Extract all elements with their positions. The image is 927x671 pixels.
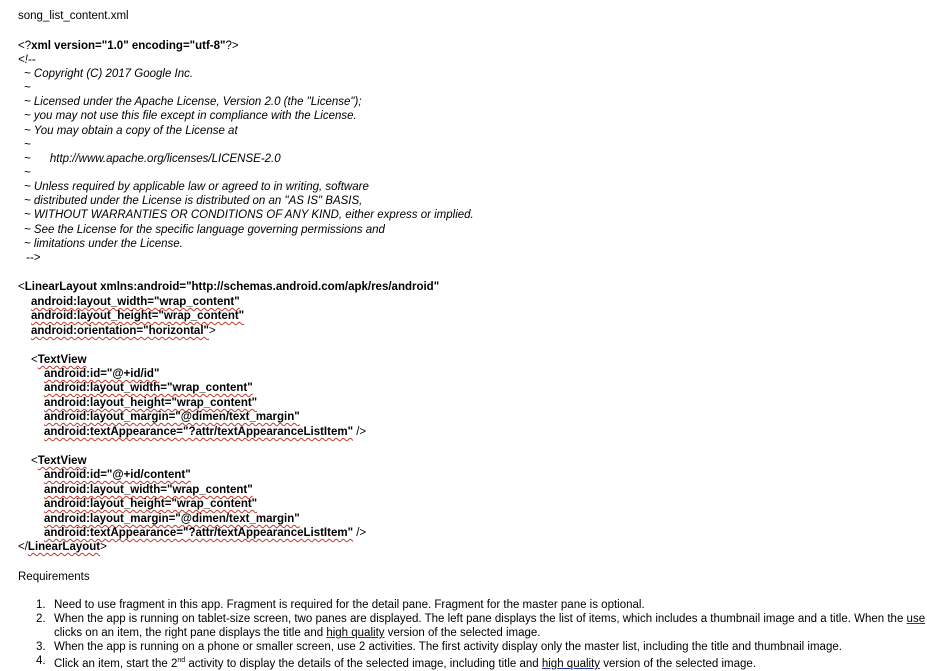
text-part: version of the selected image. — [384, 627, 541, 639]
item-text: Need to use fragment in this app. Fragment is required for the detail pane. Fragment for the master pane is optional. — [54, 599, 645, 611]
textview-2-height: android:layout_height="wrap_content" — [44, 498, 258, 510]
appearance-attr: android:textAppearance="?attr/textAppearanceListItem" — [44, 426, 354, 438]
comment-line: ~ You may obtain a copy of the License at — [24, 125, 238, 137]
grammar-flag: high quality — [326, 627, 385, 639]
comment-line: ~ Licensed under the Apache License, Version 2.0 (the "License"); — [24, 96, 362, 108]
bracket: < — [31, 354, 38, 366]
comment-line: ~ See the License for the specific language governing permissions and — [24, 224, 385, 236]
linear-close-tag: LinearLayout — [27, 541, 101, 553]
textview-1-appearance — [44, 425, 366, 439]
textview-1-open — [31, 353, 87, 367]
list-item — [0, 612, 927, 640]
list-item — [0, 654, 927, 668]
textview-1-margin: android:layout_margin="@dimen/text_margin" — [44, 411, 300, 423]
comment-line: ~ — [24, 139, 31, 151]
item-text: When the app is running on a phone or smaller screen, use 2 activities. The first activity display only the master list, including the title and thumbnail image. — [54, 641, 842, 653]
comment-line: ~ — [24, 82, 31, 94]
comment-line: ~ you may not use this file except in compliance with the License. — [24, 110, 357, 122]
comment-line: ~ WITHOUT WARRANTIES OR CONDITIONS OF ANY KIND, either express or implied. — [24, 209, 474, 221]
text-part: When the app is running on tablet-size screen, two panes are displayed. The left pane displays the list of items, which includes a thumbnail image and a title. When the — [54, 613, 907, 625]
xml-declaration — [18, 39, 239, 53]
comment-line-url: ~ http://www.apache.org/licenses/LICENSE-2.0 — [24, 153, 281, 165]
orientation-attr: android:orientation="horizontal" — [31, 325, 209, 337]
requirements-heading: Requirements — [18, 571, 90, 583]
item-text-continued — [54, 626, 541, 640]
textview-1-height: android:layout_height="wrap_content" — [44, 397, 258, 409]
text-part: version of the selected image. — [600, 657, 757, 670]
textview-2-margin: android:layout_margin="@dimen/text_margin" — [44, 513, 300, 525]
text-part: clicks on an item, the right pane displays the title and — [54, 627, 327, 639]
file-name: song_list_content.xml — [18, 10, 129, 22]
textview-2-width: android:layout_width="wrap_content" — [44, 484, 253, 496]
item-text — [54, 612, 925, 626]
tag-close: > — [100, 541, 107, 553]
list-item — [0, 598, 927, 612]
bracket: < — [31, 455, 38, 467]
item-number: 1. — [36, 599, 46, 611]
linear-attr-width: android:layout_width="wrap_content" — [31, 296, 240, 308]
textview-2-open — [31, 454, 87, 468]
tag-close: > — [208, 325, 216, 337]
bracket: < — [18, 281, 25, 293]
item-text — [54, 654, 756, 671]
comment-line: ~ Unless required by applicable law or agreed to in writing, software — [24, 181, 369, 193]
xml-decl-close: ?> — [225, 40, 239, 52]
linear-attr-orientation — [31, 324, 216, 338]
item-number: 3. — [36, 641, 46, 653]
textview-tag: TextView — [37, 455, 87, 467]
textview-1-id: android:id="@+id/id" — [44, 368, 160, 380]
linear-layout-open — [18, 280, 439, 294]
linear-attr-height: android:layout_height="wrap_content" — [31, 310, 245, 322]
textview-2-appearance — [44, 526, 366, 540]
appearance-attr: android:textAppearance="?attr/textAppearanceListItem" — [44, 527, 354, 539]
item-number: 2. — [36, 613, 46, 625]
comment-open: <!-- — [18, 54, 36, 66]
comment-line: ~ distributed under the License is distributed on an "AS IS" BASIS, — [24, 195, 363, 207]
linear-layout-close — [18, 540, 107, 554]
textview-2-id: android:id="@+id/content" — [44, 469, 191, 481]
textview-tag: TextView — [37, 354, 87, 366]
comment-close: --> — [26, 252, 41, 264]
list-item — [0, 640, 927, 654]
text-part: activity to display the details of the selected image, including title and — [185, 657, 542, 670]
comment-line: ~ — [24, 167, 31, 179]
text-part: Click an item, start the 2 — [54, 657, 178, 670]
xml-decl-body: xml version="1.0" encoding="utf-8" — [31, 40, 226, 52]
linear-layout-tag: LinearLayout xmlns:android="http://schemas.android.com/apk/res/android" — [24, 281, 440, 293]
grammar-flag: use — [906, 613, 926, 625]
requirements-list — [0, 598, 927, 668]
comment-line: ~ limitations under the License. — [24, 238, 183, 250]
self-close: /> — [353, 426, 367, 438]
superscript: nd — [177, 657, 186, 664]
grammar-flag: high quality — [541, 657, 601, 670]
item-number: 4. — [36, 655, 46, 667]
textview-1-width: android:layout_width="wrap_content" — [44, 382, 253, 394]
self-close: /> — [353, 527, 367, 539]
bracket: </ — [18, 541, 28, 553]
comment-line: ~ Copyright (C) 2017 Google Inc. — [24, 68, 194, 80]
xml-decl-open: <? — [18, 40, 32, 52]
